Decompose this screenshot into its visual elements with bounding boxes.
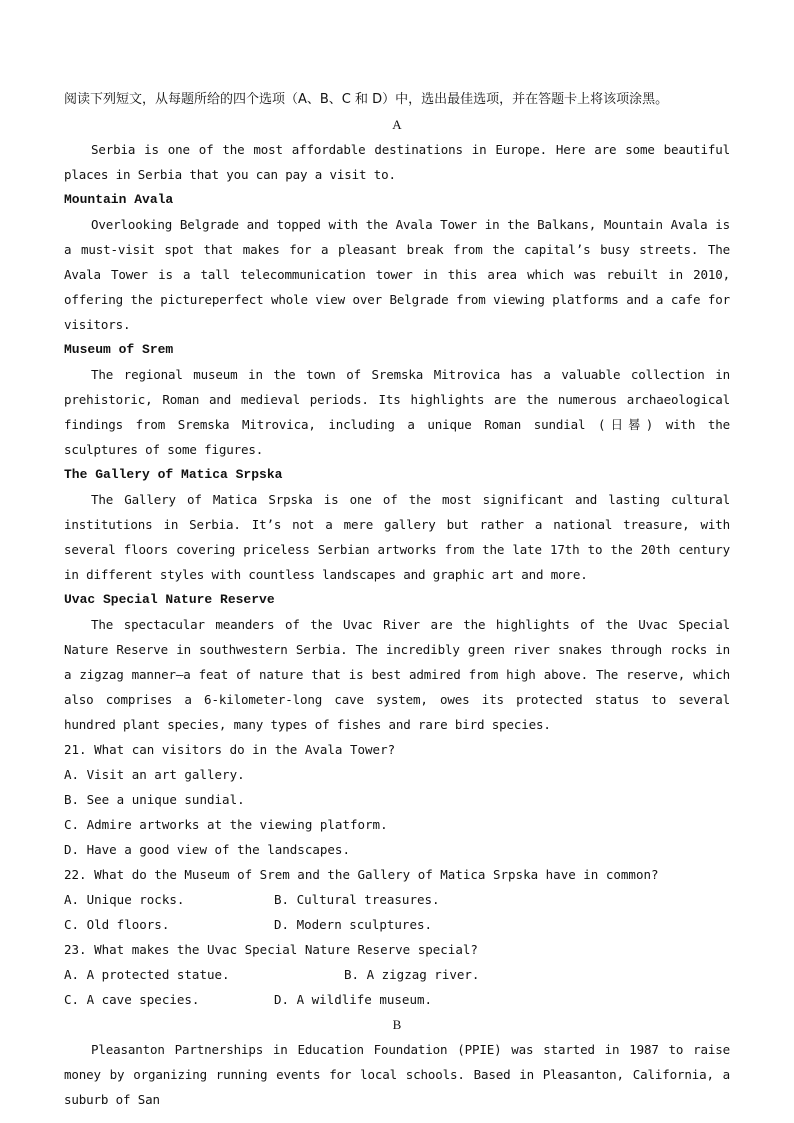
place-heading-uvac: Uvac Special Nature Reserve — [64, 592, 275, 607]
question-22-options-row-2 — [64, 912, 730, 937]
place-heading-matica: The Gallery of Matica Srpska — [64, 467, 283, 482]
document-page — [64, 87, 730, 1112]
question-23-options-row-2 — [64, 987, 730, 1012]
question-21-stem: 21. What can visitors do in the Avala Tower? — [64, 742, 396, 757]
question-23-option-d: D. A wildlife museum. — [274, 992, 433, 1007]
section-a-intro: Serbia is one of the most affordable destinations in Europe. Here are some beautiful places in Serbia that you can pay a visit to. — [64, 142, 730, 182]
question-23-stem: 23. What makes the Uvac Special Nature Reserve special? — [64, 942, 478, 957]
question-23-option-b: B. A zigzag river. — [344, 967, 480, 982]
question-21-option-d: D. Have a good view of the landscapes. — [64, 842, 350, 857]
question-23-option-a: A. A protected statue. — [64, 967, 230, 982]
section-b-label: B — [392, 1017, 402, 1032]
question-22-stem: 22. What do the Museum of Srem and the Gallery of Matica Srpska have in common? — [64, 867, 659, 882]
place-heading-avala: Mountain Avala — [64, 192, 174, 207]
question-23-options-row-1 — [64, 962, 730, 987]
question-22-option-d: D. Modern sculptures. — [274, 917, 433, 932]
place-text-srem: The regional museum in the town of Sremska Mitrovica has a valuable collection in prehistoric, Roman and medieval periods. Its highlights are the numerous archaeological findings from Sremska Mitrovica, including a unique Roman sundial (日晷) with the sculptures of some figures. — [64, 367, 730, 457]
question-21-option-c: C. Admire artworks at the viewing platform. — [64, 817, 388, 832]
question-21-option-b: B. See a unique sundial. — [64, 792, 245, 807]
section-b-text: Pleasanton Partnerships in Education Foundation (PPIE) was started in 1987 to raise money by organizing running events for local schools. Based in Pleasanton, California, a suburb of San — [64, 1042, 730, 1107]
place-heading-srem: Museum of Srem — [64, 342, 174, 357]
section-a-label: A — [392, 117, 402, 132]
instruction-text: 阅读下列短文，从每题所给的四个选项（A、B、C 和 D）中，选出最佳选项，并在答题卡上将该项涂黑。 — [64, 92, 669, 107]
question-22-option-a: A. Unique rocks. — [64, 892, 185, 907]
place-text-avala: Overlooking Belgrade and topped with the Avala Tower in the Balkans, Mountain Avala is a must-visit spot that makes for a pleasant break from the capital’s busy streets. The Avala Tower is a tall telecommunication tower in this area which was rebuilt in 2010, offering the pictureperfect whole view over Belgrade from viewing platforms and a cafe for visitors. — [64, 217, 730, 332]
question-21-option-a: A. Visit an art gallery. — [64, 767, 245, 782]
question-22-option-c: C. Old floors. — [64, 917, 170, 932]
question-22-options-row-1 — [64, 887, 730, 912]
place-text-matica: The Gallery of Matica Srpska is one of the most significant and lasting cultural institutions in Serbia. It’s not a mere gallery but rather a national treasure, with several floors covering priceless Serbian artworks from the late 17th to the 20th century in different styles with countless landscapes and graphic art and more. — [64, 492, 730, 582]
place-text-uvac: The spectacular meanders of the Uvac River are the highlights of the Uvac Special Nature Reserve in southwestern Serbia. The incredibly green river snakes through rocks in a zigzag manner—a feat of nature that is best admired from high above. The reserve, which also comprises a 6-kilometer-long cave system, owes its protected status to several hundred plant species, many types of fishes and rare bird species. — [64, 617, 730, 732]
question-22-option-b: B. Cultural treasures. — [274, 892, 440, 907]
question-23-option-c: C. A cave species. — [64, 992, 200, 1007]
